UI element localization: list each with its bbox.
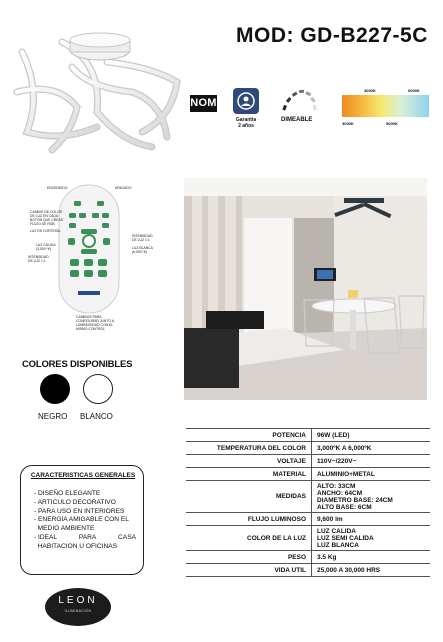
scale-label-6000: 6000K bbox=[408, 88, 420, 93]
spec-value bbox=[312, 513, 431, 526]
feature-item: - PARA USO EN INTERIORES bbox=[34, 507, 125, 515]
feature-item: - DISEÑO ELEGANTE bbox=[34, 490, 101, 497]
feature-item: - ENERGIA AMIGABLE CON EL bbox=[34, 516, 129, 524]
spec-value bbox=[312, 564, 431, 577]
brand-logo-sub: ILUMINACIÓN bbox=[64, 609, 92, 613]
guarantee-years: 2 años bbox=[238, 123, 254, 129]
spec-value-line: LUZ CALIDA bbox=[317, 527, 356, 535]
brand-logo bbox=[45, 588, 111, 626]
color-label-black: NEGRO bbox=[38, 412, 68, 421]
spec-value-line: 110V~/220V~ bbox=[317, 457, 357, 465]
feature-item: MEDIO AMBIENTE bbox=[34, 525, 95, 533]
spec-row bbox=[186, 468, 430, 481]
spec-value-line: LUZ SEMI CALIDA bbox=[317, 534, 374, 542]
spec-label: MEDIDAS bbox=[186, 481, 312, 513]
room-photo bbox=[184, 178, 427, 400]
brand-logo-name: LEON bbox=[58, 595, 98, 606]
spec-value-line: ALTO: 33CM bbox=[317, 482, 356, 490]
spec-label: FLUJO LUMINOSO bbox=[186, 513, 312, 526]
feature-word: PARA bbox=[78, 533, 97, 541]
specs-table bbox=[186, 428, 430, 577]
spec-label: VOLTAJE bbox=[186, 455, 312, 468]
spec-value bbox=[312, 468, 431, 481]
spec-value-line: ALTO BASE: 6CM bbox=[317, 503, 372, 511]
spec-value-line: DIAMETRO BASE: 24CM bbox=[317, 496, 393, 504]
features-list bbox=[34, 490, 136, 552]
spec-value-line: 25,000 A 30,000 HRS bbox=[317, 566, 381, 574]
remote-label-warm: LUZ CÁLIDA (3,000 ºK) bbox=[36, 243, 56, 251]
feature-word: CASA bbox=[118, 533, 136, 541]
feature-word: - IDEAL bbox=[34, 533, 58, 541]
remote-label-changes: CAMBIOS PARA CONFIGURAR JUNTO A LUMINOSIDAD CON EL MISMO CONTROL bbox=[76, 315, 114, 331]
spec-value-line: 96W (LED) bbox=[317, 431, 350, 439]
spec-label: COLOR DE LA LUZ bbox=[186, 526, 312, 551]
spec-value-line: ALUMINIO+METAL bbox=[317, 470, 375, 478]
spec-value bbox=[312, 526, 431, 551]
spec-row bbox=[186, 455, 430, 468]
spec-value bbox=[312, 481, 431, 513]
lamp-product-image bbox=[2, 22, 187, 154]
color-swatch-white bbox=[83, 374, 113, 404]
spec-value bbox=[312, 442, 431, 455]
guarantee-label bbox=[226, 117, 266, 129]
feature-item-ideal bbox=[34, 534, 136, 543]
color-label-white: BLANCO bbox=[80, 412, 113, 421]
remote-label-courtesy: LUZ EN CORTESÍA bbox=[30, 229, 61, 233]
spec-value bbox=[312, 429, 431, 442]
remote-label-white: LUZ BLANCA (6,000 ºK) bbox=[132, 246, 153, 254]
spec-row bbox=[186, 526, 430, 551]
colors-title: COLORES DISPONIBLES bbox=[22, 359, 133, 370]
remote-label-intensity-left: INTENSIDAD DE LUZ 1:1 bbox=[28, 255, 49, 263]
nom-badge: NOM bbox=[190, 95, 217, 112]
scale-label-4000: 4000K bbox=[364, 88, 376, 93]
spec-value-line: LUZ BLANCA bbox=[317, 541, 359, 549]
dimmable-label: DIMEABLE bbox=[281, 117, 313, 123]
remote-label-off: APAGADO bbox=[115, 186, 132, 190]
color-temperature-scale bbox=[342, 95, 429, 117]
remote-control-image bbox=[56, 183, 122, 316]
spec-row bbox=[186, 429, 430, 442]
scale-label-5000: 5000K bbox=[386, 121, 398, 126]
feature-item: - ARTICULO DECORATIVO bbox=[34, 498, 116, 506]
remote-label-intensity-right: INTENSIDAD DE LUZ 1:1 bbox=[132, 234, 153, 242]
spec-row bbox=[186, 551, 430, 564]
remote-label-color-change: CAMBIO DE COLOR DE LUZ EN CADA BOTÓN QUE CREAS FLUJO DE RGB bbox=[30, 210, 63, 226]
spec-row bbox=[186, 564, 430, 577]
spec-label: POTENCIA bbox=[186, 429, 312, 442]
spec-value-line: 3,000ºK A 6,000ºK bbox=[317, 444, 372, 452]
scale-label-3000: 3000K bbox=[342, 121, 354, 126]
spec-value-line: ANCHO: 64CM bbox=[317, 489, 363, 497]
spec-row bbox=[186, 442, 430, 455]
spec-value-line: 9,600 lm bbox=[317, 515, 343, 523]
model-title: MOD: GD-B227-5C bbox=[236, 24, 428, 47]
spec-label: MATERIAL bbox=[186, 468, 312, 481]
spec-row bbox=[186, 513, 430, 526]
dimmable-icon bbox=[278, 87, 320, 117]
feature-item: HABITACION U OFICINAS bbox=[34, 542, 118, 550]
remote-label-on: ENCENDIDO bbox=[47, 186, 68, 190]
color-swatch-black bbox=[40, 374, 70, 404]
features-title: CARACTERISTICAS GENERALES bbox=[30, 472, 136, 479]
spec-value bbox=[312, 551, 431, 564]
spec-value-line: 3.5 Kg bbox=[317, 553, 337, 561]
spec-label: PESO bbox=[186, 551, 312, 564]
spec-row bbox=[186, 481, 430, 513]
guarantee-title: Garantia bbox=[235, 117, 257, 123]
spec-value bbox=[312, 455, 431, 468]
guarantee-icon bbox=[233, 88, 259, 114]
spec-label: VIDA UTIL bbox=[186, 564, 312, 577]
spec-label: TEMPERATURA DEL COLOR bbox=[186, 442, 312, 455]
